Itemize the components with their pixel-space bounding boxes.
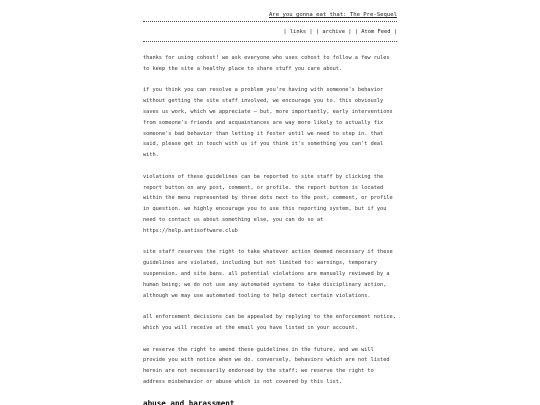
paragraph-resolve: if you think you can resolve a problem you're having with someone's behavior without getting the site staff involved, we encourage you to. this obviously saves us work, which we appreciate — but, more importantly, early interventions from someone's friends and acquaintances are way more likely to actually fix someone's bad behavior than letting it fester until we need to step in. that said, please get in touch with us if you think it's something you can't deal with.	[143, 87, 393, 159]
nav-link-atom-feed[interactable]: Atom Feed	[361, 29, 391, 35]
nav-separator: | |	[306, 29, 323, 35]
site-header	[143, 0, 397, 40]
nav-separator: | |	[345, 29, 362, 35]
paragraph-report: violations of these guidelines can be reported to site staff by clicking the report button on any post, comment, or profile. the report button is located within the menu represented by three dots next to the post, comment, or profile in question. we highly encourage you to use this reporting system, but if you need to contact us about something else, you can do so at https://help.antisoftware.club	[143, 173, 393, 234]
paragraph-actions: site staff reserves the right to take whatever action deemed necessary if these guidelines are violated, including but not limited to: warnings, temporary suspension, and site bans. all potential violations are manually reviewed by a human being; we do not use any automated systems to take disciplinary action, although we may use automated tooling to help detect certain violations.	[143, 249, 393, 299]
post-content	[143, 53, 397, 405]
paragraph-appeals: all enforcement decisions can be appealed by replying to the enforcement notice, which you will receive at the email you have listed in your account.	[143, 314, 396, 331]
nav-bracket: |	[283, 29, 290, 35]
nav-divider	[143, 41, 397, 42]
page-column	[143, 0, 397, 405]
nav-bar	[283, 28, 397, 36]
section-heading: abuse and harassment	[143, 398, 235, 405]
nav-bracket: |	[390, 29, 397, 35]
site-title-link[interactable]: Are you gonna eat that: The Pre-Sequel	[269, 12, 397, 18]
paragraph-intro: thanks for using cohost! we ask everyone who uses cohost to follow a few rules to keep the site a healthy place to share stuff you care about.	[143, 55, 390, 72]
header-divider	[143, 21, 397, 22]
nav-link-archive[interactable]: archive	[322, 29, 346, 35]
paragraph-amendments: we reserve the right to amend these guidelines in the future, and we will provide you with notice when we do. conversely, behaviors which are not listed herein are not necessarily endorsed by the staff; we reserve the right to address misbehavior or abuse which is not covered by this list.	[143, 346, 390, 385]
nav-link-links[interactable]: links	[289, 29, 307, 35]
